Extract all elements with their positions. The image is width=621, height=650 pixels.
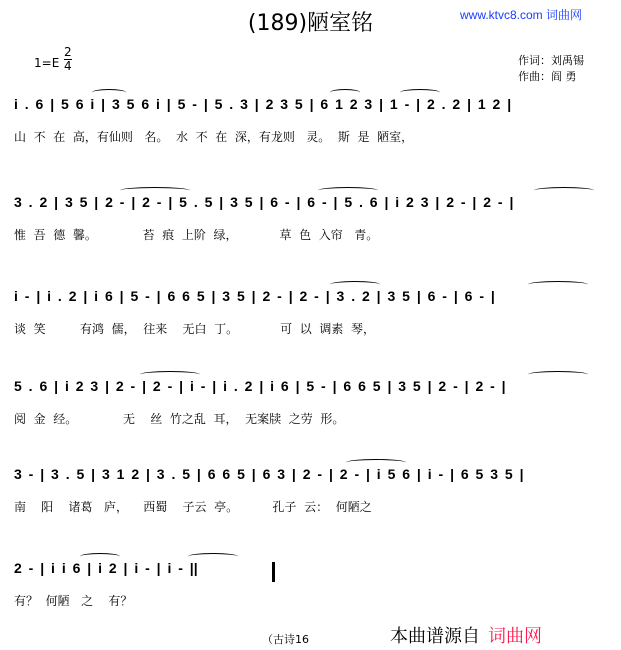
time-bottom: 4 xyxy=(64,59,72,73)
slur-arc xyxy=(534,187,594,194)
score-title: (189)陋室铭 xyxy=(247,11,374,36)
brand-source-text: 本曲谱源自 xyxy=(390,626,480,647)
lyrics-line: 山 不 在 高，有仙则 名。 水 不 在 深，有龙则 灵。 斯 是 陋室， xyxy=(14,130,414,144)
score-row-3 xyxy=(0,288,621,378)
slur-arc xyxy=(80,553,120,560)
notes-line: 3 . 2 | 3 5 | 2 - | 2 - | 5 . 5 | 3 5 | 6 - | 6 - | 5 . 6 | i 2 3 | 2 - | 2 - | xyxy=(14,194,514,210)
slur-arc xyxy=(330,281,380,288)
slur-arc xyxy=(528,371,588,378)
slur-arc xyxy=(318,187,378,194)
lyrics-line: 惟 吾 德 馨。 苔 痕 上阶 绿， 草 色 入帘 青。 xyxy=(14,228,379,242)
lyrics-line: 有？ 何陋 之 有？ xyxy=(14,594,133,608)
lyrics-line: 阅 金 经。 无 丝 竹之乱 耳， 无案牍 之劳 形。 xyxy=(14,412,345,426)
score-row-1 xyxy=(0,96,621,186)
notes-line: 5 . 6 | i 2 3 | 2 - | 2 - | i - | i . 2 | i 6 | 5 - | 6 6 5 | 3 5 | 2 - | 2 - | xyxy=(14,378,506,394)
slur-arc xyxy=(140,371,200,378)
slur-arc xyxy=(92,89,126,96)
lyricist-credit: 作词：刘禹锡 xyxy=(518,54,584,67)
composer-credit: 作曲：阎 勇 xyxy=(518,70,577,83)
notes-line: i - | i . 2 | i 6 | 5 - | 6 6 5 | 3 5 | 2 - | 2 - | 3 . 2 | 3 5 | 6 - | 6 - | xyxy=(14,288,495,304)
slur-arc xyxy=(330,89,360,96)
slur-arc xyxy=(400,89,440,96)
key-signature xyxy=(34,45,72,73)
key-label: 1=E xyxy=(34,56,60,70)
site-watermark[interactable]: www.ktvc8.com 词曲网 xyxy=(460,8,583,22)
footer-brand[interactable] xyxy=(390,622,542,648)
time-top: 2 xyxy=(64,45,72,59)
notes-line: 3 - | 3 . 5 | 3 1 2 | 3 . 5 | 6 6 5 | 6 3 | 2 - | 2 - | i 5 6 | i - | 6 5 3 5 | xyxy=(14,466,524,482)
score-row-5 xyxy=(0,466,621,556)
lyrics-line: 谈 笑 有鸿 儒， 往来 无白 丁。 可 以 调素 琴， xyxy=(14,322,375,336)
score-row-4 xyxy=(0,378,621,468)
notes-line: 2 - | i i 6 | i 2 | i - | i - || xyxy=(14,560,198,576)
slur-arc xyxy=(528,281,588,288)
slur-arc xyxy=(346,459,406,466)
brand-name[interactable]: 词曲网 xyxy=(488,626,542,647)
score-row-2 xyxy=(0,194,621,284)
slur-arc xyxy=(120,187,190,194)
footer-note: （古诗16 xyxy=(262,633,309,646)
time-signature xyxy=(64,46,72,73)
final-barline xyxy=(272,562,275,582)
slur-arc xyxy=(188,553,238,560)
notes-line: i . 6 | 5 6 i | 3 5 6 i | 5 - | 5 . 3 | 2 3 5 | 6 1 2 3 | 1 - | 2 . 2 | 1 2 | xyxy=(14,96,512,112)
lyrics-line: 南 阳 诸葛 庐， 西蜀 子云 亭。 孔子 云： 何陋之 xyxy=(14,500,372,514)
